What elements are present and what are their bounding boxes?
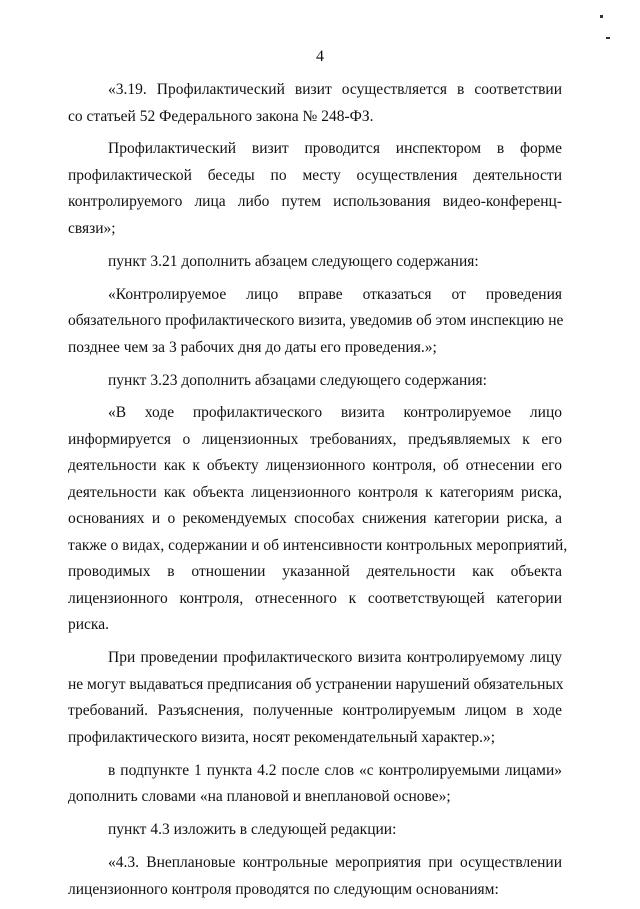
- text-line: в подпункте 1 пункта 4.2 после слов «с контролируемыми лицами»: [108, 761, 562, 779]
- paragraph: [68, 249, 562, 276]
- text-line: профилактической беседы по месту осуществления деятельности: [68, 166, 562, 184]
- text-line: «В ходе профилактического визита контролируемое лицо: [108, 404, 562, 422]
- text-line: «3.19. Профилактический визит осуществляется в соответствии: [108, 81, 562, 98]
- text-line: пункт 3.23 дополнить абзацами следующего содержания:: [108, 371, 487, 389]
- text-line: позднее чем за 3 рабочих дня до даты его проведения.»;: [68, 338, 437, 356]
- text-line: обязательного профилактического визита, уведомив об этом инспекцию не: [68, 312, 564, 330]
- paragraph: [68, 850, 562, 903]
- paragraph: [68, 817, 562, 844]
- paragraph: [68, 368, 562, 395]
- paragraph: [68, 758, 562, 811]
- paragraph: [68, 282, 562, 362]
- text-line: информируется о лицензионных требованиях, предъявляемых к его: [68, 430, 562, 448]
- text-line: также о видах, содержании и об интенсивности контрольных мероприятий,: [68, 536, 568, 554]
- text-line: лицензионного контроля проводятся по следующим основаниям:: [68, 880, 499, 898]
- text-line: «Контролируемое лицо вправе отказаться от проведения: [108, 285, 562, 303]
- text-line: деятельности как к объекту лицензионного контроля, об отнесении его: [68, 457, 562, 475]
- text-line: профилактического визита, носят рекомендательный характер.»;: [68, 728, 496, 746]
- paragraph: [68, 77, 562, 130]
- paragraph: [68, 400, 568, 639]
- text-line: пункт 4.3 изложить в следующей редакции:: [108, 821, 397, 839]
- page-number: 4: [316, 48, 324, 65]
- paragraph: [68, 136, 562, 242]
- text-line: со статьей 52 Федерального закона № 248-ФЗ.: [68, 107, 374, 125]
- text-line: контролируемого лица либо путем использования видео-конференц-: [68, 193, 562, 211]
- document-body: [68, 77, 568, 909]
- text-line: деятельности как объекта лицензионного контроля к категориям риска,: [68, 483, 562, 501]
- text-line: Профилактический визит проводится инспектором в форме: [108, 140, 562, 158]
- scan-speck: [606, 37, 610, 39]
- text-line: риска.: [68, 616, 109, 634]
- text-line: дополнить словами «на плановой и внеплановой основе»;: [68, 788, 451, 806]
- text-line: основаниях и о рекомендуемых способах снижения категории риска, а: [68, 510, 562, 528]
- scan-speck: [600, 15, 603, 18]
- text-line: пункт 3.21 дополнить абзацем следующего содержания:: [108, 252, 479, 270]
- paragraph: [68, 645, 562, 751]
- text-line: не могут выдаваться предписания об устранении нарушений обязательных: [68, 675, 564, 693]
- text-line: связи»;: [68, 219, 116, 237]
- text-line: проводимых в отношении указанной деятельности как объекта: [68, 563, 562, 581]
- text-line: лицензионного контроля, отнесенного к соответствующей категории: [68, 589, 562, 607]
- text-line: При проведении профилактического визита контролируемому лицу: [108, 649, 562, 667]
- text-line: «4.3. Внеплановые контрольные мероприятия при осуществлении: [108, 854, 562, 872]
- text-line: требований. Разъяснения, полученные контролируемым лицом в ходе: [68, 702, 562, 720]
